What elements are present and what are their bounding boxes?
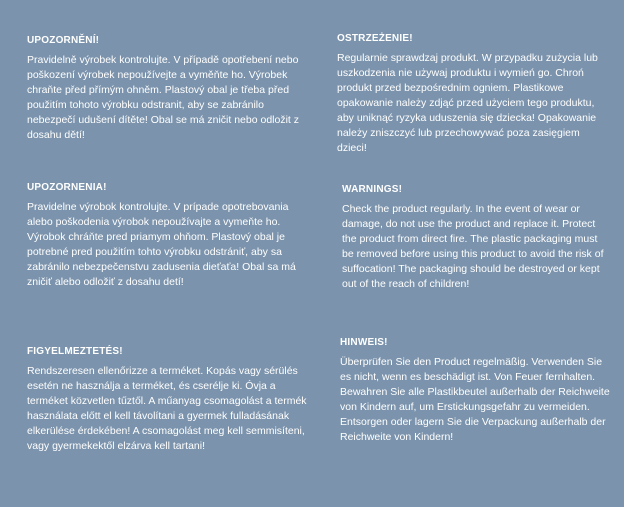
warning-text-german: Überprüfen Sie den Product regelmäßig. Verwenden Sie es nicht, wenn es beschädigt ist. Von Feuer fernhalten. Bewahren Sie alle Plastikbeutel außerhalb der Reichweite von Kindern auf, um Erstickungsgefahr zu vermeiden. Entsorgen oder lagern Sie die Verpackung außerhalb der Reichweite von Kindern! [340,356,610,443]
warning-block-english [342,184,610,292]
warning-title-hungarian: FIGYELMEZTETÉS! [27,346,123,357]
warning-text-slovak: Pravidelne výrobok kontrolujte. V prípade opotrebovania alebo poškodenia výrobok nepoužívajte a vymeňte ho. Výrobok chráňte pred priamym ohňom. Plastový obal je potrebné pred použitím tohto výrobku odstrániť, aby sa zabránilo nebezpečenstvu zadusenia dieťaťa! Obal sa má zničiť alebo odložiť z dosahu detí! [27,201,296,288]
warning-title-slovak: UPOZORNENIA! [27,182,107,193]
warning-block-german [340,337,610,445]
warning-title-english: WARNINGS! [342,184,403,195]
warning-title-polish: OSTRZEŻENIE! [337,33,413,44]
warning-text-english: Check the product regularly. In the event of wear or damage, do not use the product and replace it. Protect the product from direct fire. The plastic packaging must be removed before using this product to avoid the risk of suffocation! The packaging should be destroyed or kept out of the reach of children! [342,203,604,290]
warning-text-polish: Regularnie sprawdzaj produkt. W przypadku zużycia lub uszkodzenia nie używaj produktu i wymień go. Chroń produkt przed bezpośrednim ogniem. Plastikowe opakowanie należy zdjąć przed użyciem tego produktu, aby uniknąć ryzyka uduszenia się dziecka! Opakowanie należy zniszczyć lub przechowywać poza zasięgiem dzieci! [337,52,598,154]
warning-block-czech [27,35,307,143]
warning-text-hungarian: Rendszeresen ellenőrizze a terméket. Kopás vagy sérülés esetén ne használja a terméket, és cserélje ki. Óvja a terméket közvetlen tűztől. A műanyag csomagolást a termék használata előtt el kell távolítani a gyermek fulladásának elkerülése érdekében! A csomagolást meg kell semmisíteni, vagy gyermekektől elzárva kell tartani! [27,365,307,452]
warning-block-polish [337,33,607,156]
warning-title-german: HINWEIS! [340,337,388,348]
warning-block-slovak [27,182,307,290]
warning-text-czech: Pravidelně výrobek kontrolujte. V případě opotřebení nebo poškození výrobek nepoužívejte a vyměňte ho. Výrobek chraňte před přímým ohněm. Plastový obal je třeba před použitím tohoto výrobku odstranit, aby se zabránilo nebezpečí udušení dítěte! Obal se má zničit nebo odložit z dosahu dětí! [27,54,300,141]
warning-block-hungarian [27,346,311,454]
warning-title-czech: UPOZORNĚNÍ! [27,35,100,46]
